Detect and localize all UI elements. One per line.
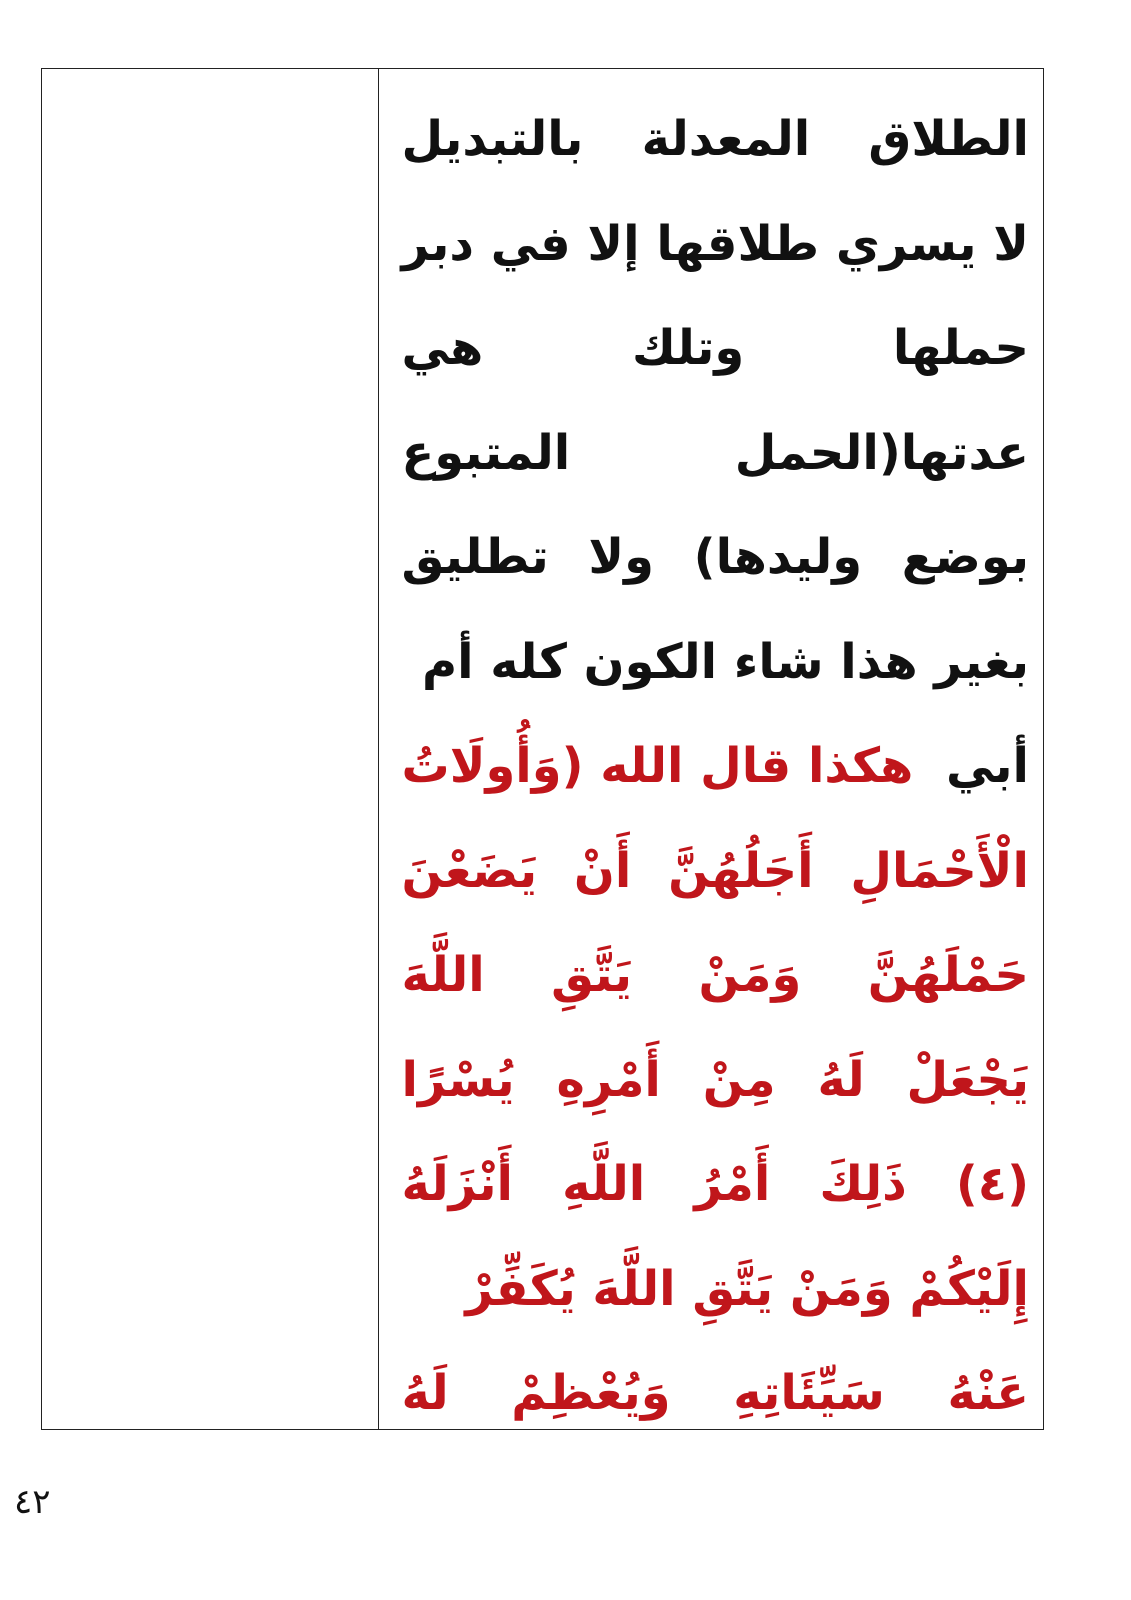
text-segment: أبي <box>945 738 1029 795</box>
text-segment: الطلاق <box>868 111 1029 168</box>
text-segment: ولا <box>588 529 654 586</box>
text-segment: وَمَنْ <box>698 947 802 1004</box>
text-segment: لَهُ <box>401 1365 449 1422</box>
text-segment: يَتَّقِ <box>551 947 633 1004</box>
empty-column <box>42 69 379 1429</box>
text-line <box>401 819 1029 924</box>
text-segment: (٤) <box>955 1156 1029 1213</box>
text-segment: وليدها) <box>693 529 863 586</box>
text-segment: المعدلة <box>641 111 811 168</box>
text-segment: بالتبديل <box>401 111 584 168</box>
text-segment: مِنْ <box>702 1051 776 1108</box>
text-column <box>379 69 1043 1429</box>
text-segment: حَمْلَهُنَّ <box>867 947 1029 1004</box>
text-segment: لا يسري طلاقها إلا في دبر <box>401 215 1029 272</box>
text-line <box>401 87 1029 192</box>
text-segment: سَيِّئَاتِهِ <box>733 1365 885 1422</box>
text-segment: هي <box>401 320 484 377</box>
text-line <box>401 296 1029 401</box>
text-line <box>401 1132 1029 1237</box>
text-segment: ذَلِكَ <box>819 1156 907 1213</box>
text-line <box>401 714 1029 819</box>
text-line <box>401 505 1029 610</box>
content-table <box>41 68 1044 1430</box>
text-segment: أَنْ <box>573 842 632 899</box>
text-segment: عدتها(الحمل <box>734 424 1029 481</box>
text-segment: يُسْرًا <box>401 1051 515 1108</box>
text-segment: هكذا قال الله (وَأُولَاتُ <box>401 738 914 795</box>
text-segment: وتلك <box>632 320 745 377</box>
text-line <box>401 923 1029 1028</box>
text-segment: الْأَحْمَالِ <box>850 842 1029 899</box>
text-segment: إِلَيْكُمْ وَمَنْ يَتَّقِ اللَّهَ يُكَفِّرْ <box>465 1260 1029 1317</box>
text-segment: اللَّهَ <box>401 947 485 1004</box>
text-segment: أَمْرُ <box>694 1156 771 1213</box>
text-segment: المتبوع <box>401 424 571 481</box>
text-line <box>401 1237 1029 1342</box>
text-segment: لَهُ <box>817 1051 865 1108</box>
text-segment: اللَّهِ <box>562 1156 646 1213</box>
text-segment: عَنْهُ <box>947 1365 1029 1422</box>
text-segment: بغير هذا شاء الكون كله أم <box>421 633 1029 690</box>
text-segment: أَمْرِهِ <box>556 1051 661 1108</box>
text-segment: وَيُعْظِمْ <box>511 1365 671 1422</box>
text-segment: حملها <box>892 320 1029 377</box>
text-segment: أَنْزَلَهُ <box>401 1156 513 1213</box>
text-segment: يَجْعَلْ <box>906 1051 1029 1108</box>
text-line <box>401 610 1029 715</box>
text-segment: بوضع <box>901 529 1029 586</box>
page-number: ٤٢ <box>14 1482 51 1522</box>
text-line <box>401 1028 1029 1133</box>
text-line <box>401 401 1029 506</box>
text-line <box>401 192 1029 297</box>
text-segment: تطليق <box>401 529 549 586</box>
text-segment: أَجَلُهُنَّ <box>668 842 814 899</box>
text-segment: يَضَعْنَ <box>401 842 538 899</box>
text-line <box>401 1341 1029 1446</box>
